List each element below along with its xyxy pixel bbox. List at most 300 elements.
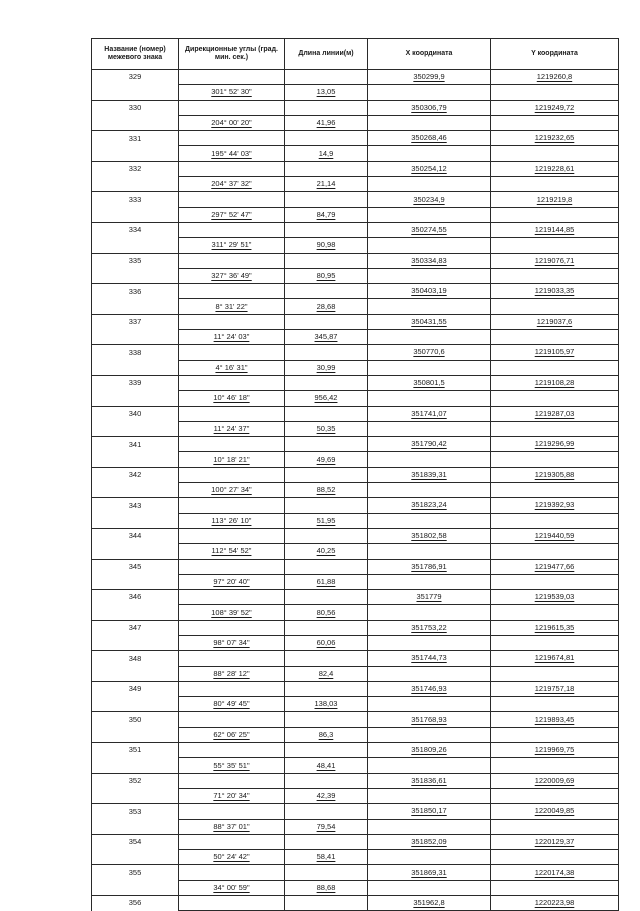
direction-angle: 11° 24' 03" [179,330,285,345]
empty-cell [491,238,619,253]
direction-angle: 71° 20' 34" [179,788,285,803]
header-line-length: Длина линии(м) [285,39,368,70]
line-length: 41,96 [285,115,368,130]
empty-cell [179,100,285,115]
empty-cell [491,880,619,895]
empty-cell [368,360,491,375]
empty-cell [92,574,179,589]
empty-cell [285,896,368,911]
empty-cell [368,544,491,559]
empty-cell [92,850,179,865]
y-coordinate: 1219477,66 [491,559,619,574]
empty-cell [285,620,368,635]
x-coordinate: 350801,5 [368,375,491,390]
y-coordinate: 1219108,28 [491,375,619,390]
y-coordinate: 1219392,93 [491,498,619,513]
direction-angle: 113° 26' 10" [179,513,285,528]
empty-cell [179,192,285,207]
empty-cell [179,375,285,390]
marker-name: 334 [92,222,179,237]
y-coordinate: 1219037,6 [491,314,619,329]
empty-cell [179,222,285,237]
empty-cell [179,314,285,329]
table-row [92,131,619,146]
empty-cell [368,850,491,865]
y-coordinate: 1220174,38 [491,865,619,880]
x-coordinate: 351741,07 [368,406,491,421]
y-coordinate: 1219296,99 [491,437,619,452]
table-row [92,314,619,329]
empty-cell [368,207,491,222]
empty-cell [92,421,179,436]
empty-cell [179,161,285,176]
empty-cell [368,177,491,192]
table-row [92,559,619,574]
y-coordinate: 1219615,35 [491,620,619,635]
empty-cell [285,222,368,237]
y-coordinate: 1219232,65 [491,131,619,146]
y-coordinate: 1219969,75 [491,743,619,758]
empty-cell [491,605,619,620]
empty-cell [285,834,368,849]
y-coordinate: 1220223,98 [491,896,619,911]
y-coordinate: 1219757,18 [491,681,619,696]
x-coordinate: 350234,9 [368,192,491,207]
x-coordinate: 351869,31 [368,865,491,880]
line-length: 80,56 [285,605,368,620]
direction-angle: 204° 37' 32" [179,177,285,192]
table-row [92,253,619,268]
empty-cell [491,635,619,650]
line-length: 138,03 [285,697,368,712]
direction-angle: 311° 29' 51" [179,238,285,253]
empty-cell [285,192,368,207]
table-row [92,850,619,865]
marker-name: 329 [92,70,179,85]
line-length: 90,98 [285,238,368,253]
direction-angle: 10° 18' 21" [179,452,285,467]
empty-cell [491,697,619,712]
marker-name: 355 [92,865,179,880]
empty-cell [285,590,368,605]
marker-name: 345 [92,559,179,574]
direction-angle: 8° 31' 22" [179,299,285,314]
x-coordinate: 351852,09 [368,834,491,849]
empty-cell [368,115,491,130]
empty-cell [179,467,285,482]
empty-cell [491,421,619,436]
empty-cell [368,788,491,803]
table-row [92,880,619,895]
y-coordinate: 1219305,88 [491,467,619,482]
header-x-coordinate: X координата [368,39,491,70]
x-coordinate: 350431,55 [368,314,491,329]
empty-cell [491,574,619,589]
direction-angle: 11° 24' 37" [179,421,285,436]
marker-name: 338 [92,345,179,360]
table-row [92,605,619,620]
line-length: 86,3 [285,727,368,742]
marker-name: 356 [92,896,179,911]
empty-cell [92,819,179,834]
empty-cell [368,605,491,620]
empty-cell [491,391,619,406]
empty-cell [285,375,368,390]
empty-cell [92,330,179,345]
empty-cell [285,467,368,482]
marker-name: 339 [92,375,179,390]
empty-cell [491,452,619,467]
x-coordinate: 351809,26 [368,743,491,758]
empty-cell [491,513,619,528]
table-row [92,100,619,115]
direction-angle: 100° 27' 34" [179,483,285,498]
y-coordinate: 1219539,03 [491,590,619,605]
empty-cell [491,299,619,314]
empty-cell [491,268,619,283]
direction-angle: 98° 07' 34" [179,635,285,650]
empty-cell [179,712,285,727]
x-coordinate: 350299,9 [368,70,491,85]
empty-cell [491,177,619,192]
marker-name: 353 [92,804,179,819]
empty-cell [368,452,491,467]
table-row [92,590,619,605]
empty-cell [491,115,619,130]
empty-cell [92,452,179,467]
table-row [92,268,619,283]
empty-cell [491,360,619,375]
direction-angle: 4° 16' 31" [179,360,285,375]
empty-cell [491,850,619,865]
empty-cell [491,146,619,161]
x-coordinate: 351962,8 [368,896,491,911]
table-row [92,651,619,666]
direction-angle: 97° 20' 40" [179,574,285,589]
table-row [92,238,619,253]
empty-cell [368,299,491,314]
header-direction-angle: Дирекционные углы (град. мин. сек.) [179,39,285,70]
table-row [92,375,619,390]
empty-cell [285,161,368,176]
marker-name: 333 [92,192,179,207]
table-row [92,712,619,727]
line-length: 58,41 [285,850,368,865]
x-coordinate: 351744,73 [368,651,491,666]
empty-cell [368,513,491,528]
empty-cell [368,146,491,161]
y-coordinate: 1219287,03 [491,406,619,421]
y-coordinate: 1219260,8 [491,70,619,85]
y-coordinate: 1220009,69 [491,773,619,788]
x-coordinate: 351850,17 [368,804,491,819]
empty-cell [92,635,179,650]
empty-cell [92,758,179,773]
table-row [92,620,619,635]
empty-cell [179,865,285,880]
line-length: 88,68 [285,880,368,895]
table-header-row [92,39,619,70]
table-row [92,192,619,207]
empty-cell [179,590,285,605]
empty-cell [368,238,491,253]
marker-name: 337 [92,314,179,329]
table-row [92,222,619,237]
empty-cell [285,865,368,880]
empty-cell [92,85,179,100]
table-row [92,498,619,513]
empty-cell [92,268,179,283]
empty-cell [179,804,285,819]
x-coordinate: 350403,19 [368,284,491,299]
line-length: 80,95 [285,268,368,283]
empty-cell [179,834,285,849]
y-coordinate: 1219144,85 [491,222,619,237]
empty-cell [491,483,619,498]
empty-cell [92,697,179,712]
empty-cell [92,544,179,559]
line-length: 21,14 [285,177,368,192]
empty-cell [285,437,368,452]
line-length: 13,05 [285,85,368,100]
table-row [92,391,619,406]
empty-cell [179,681,285,696]
empty-cell [179,253,285,268]
empty-cell [92,177,179,192]
table-row [92,681,619,696]
empty-cell [179,743,285,758]
table-row [92,284,619,299]
coordinate-sheet [91,38,618,911]
empty-cell [285,528,368,543]
y-coordinate: 1219674,81 [491,651,619,666]
direction-angle: 204° 00' 20" [179,115,285,130]
y-coordinate: 1220129,37 [491,834,619,849]
empty-cell [92,146,179,161]
empty-cell [179,131,285,146]
empty-cell [92,483,179,498]
direction-angle: 55° 35' 51" [179,758,285,773]
empty-cell [368,635,491,650]
direction-angle: 10° 46' 18" [179,391,285,406]
empty-cell [491,758,619,773]
empty-cell [285,773,368,788]
x-coordinate: 351779 [368,590,491,605]
header-y-coordinate: Y координата [491,39,619,70]
empty-cell [285,743,368,758]
marker-name: 351 [92,743,179,758]
table-row [92,437,619,452]
direction-angle: 62° 06' 25" [179,727,285,742]
marker-name: 346 [92,590,179,605]
x-coordinate: 351823,24 [368,498,491,513]
x-coordinate: 351786,91 [368,559,491,574]
y-coordinate: 1219893,45 [491,712,619,727]
empty-cell [285,712,368,727]
marker-name: 332 [92,161,179,176]
empty-cell [285,651,368,666]
empty-cell [285,70,368,85]
boundary-coordinates-table [91,38,619,911]
table-row [92,70,619,85]
direction-angle: 301° 52' 30" [179,85,285,100]
x-coordinate: 351790,42 [368,437,491,452]
empty-cell [368,85,491,100]
line-length: 40,25 [285,544,368,559]
empty-cell [92,666,179,681]
table-row [92,727,619,742]
line-length: 49,69 [285,452,368,467]
empty-cell [179,437,285,452]
table-row [92,865,619,880]
empty-cell [491,666,619,681]
x-coordinate: 350334,83 [368,253,491,268]
marker-name: 349 [92,681,179,696]
y-coordinate: 1220049,85 [491,804,619,819]
empty-cell [285,345,368,360]
direction-angle: 297° 52' 47" [179,207,285,222]
table-row [92,743,619,758]
empty-cell [491,788,619,803]
table-row [92,299,619,314]
direction-angle: 88° 28' 12" [179,666,285,681]
empty-cell [92,391,179,406]
table-row [92,574,619,589]
empty-cell [491,819,619,834]
marker-name: 336 [92,284,179,299]
empty-cell [92,360,179,375]
x-coordinate: 350268,46 [368,131,491,146]
empty-cell [179,498,285,513]
empty-cell [179,345,285,360]
y-coordinate: 1219105,97 [491,345,619,360]
marker-name: 342 [92,467,179,482]
empty-cell [368,391,491,406]
empty-cell [368,880,491,895]
table-row [92,758,619,773]
empty-cell [179,406,285,421]
line-length: 30,99 [285,360,368,375]
table-row [92,452,619,467]
empty-cell [179,773,285,788]
table-row [92,773,619,788]
x-coordinate: 350274,55 [368,222,491,237]
empty-cell [285,284,368,299]
empty-cell [179,620,285,635]
x-coordinate: 350306,79 [368,100,491,115]
table-row [92,819,619,834]
empty-cell [491,85,619,100]
empty-cell [285,100,368,115]
empty-cell [285,406,368,421]
table-row [92,834,619,849]
table-row [92,146,619,161]
table-row [92,115,619,130]
empty-cell [179,896,285,911]
empty-cell [92,788,179,803]
marker-name: 352 [92,773,179,788]
empty-cell [92,880,179,895]
table-row [92,330,619,345]
line-length: 48,41 [285,758,368,773]
marker-name: 348 [92,651,179,666]
direction-angle: 195° 44' 03" [179,146,285,161]
empty-cell [285,559,368,574]
table-row [92,896,619,911]
x-coordinate: 351746,93 [368,681,491,696]
empty-cell [179,559,285,574]
line-length: 50,35 [285,421,368,436]
direction-angle: 88° 37' 01" [179,819,285,834]
empty-cell [491,544,619,559]
line-length: 51,95 [285,513,368,528]
line-length: 42,39 [285,788,368,803]
table-row [92,528,619,543]
x-coordinate: 351753,22 [368,620,491,635]
x-coordinate: 350254,12 [368,161,491,176]
table-row [92,483,619,498]
line-length: 82,4 [285,666,368,681]
empty-cell [285,131,368,146]
marker-name: 350 [92,712,179,727]
y-coordinate: 1219219,8 [491,192,619,207]
marker-name: 340 [92,406,179,421]
marker-name: 343 [92,498,179,513]
marker-name: 330 [92,100,179,115]
table-row [92,513,619,528]
empty-cell [368,268,491,283]
marker-name: 341 [92,437,179,452]
table-row [92,635,619,650]
empty-cell [285,681,368,696]
empty-cell [368,697,491,712]
empty-cell [285,498,368,513]
x-coordinate: 351836,61 [368,773,491,788]
y-coordinate: 1219249,72 [491,100,619,115]
line-length: 61,88 [285,574,368,589]
table-body [92,70,619,911]
marker-name: 347 [92,620,179,635]
line-length: 14,9 [285,146,368,161]
table-row [92,421,619,436]
empty-cell [285,314,368,329]
table-row [92,85,619,100]
y-coordinate: 1219033,35 [491,284,619,299]
line-length: 84,79 [285,207,368,222]
x-coordinate: 350770,6 [368,345,491,360]
empty-cell [368,421,491,436]
table-row [92,697,619,712]
table-row [92,804,619,819]
direction-angle: 80° 49' 45" [179,697,285,712]
empty-cell [92,299,179,314]
empty-cell [179,528,285,543]
empty-cell [285,804,368,819]
table-row [92,360,619,375]
line-length: 28,68 [285,299,368,314]
x-coordinate: 351802,58 [368,528,491,543]
table-row [92,161,619,176]
empty-cell [92,513,179,528]
line-length: 79,54 [285,819,368,834]
empty-cell [179,70,285,85]
direction-angle: 108° 39' 52" [179,605,285,620]
marker-name: 344 [92,528,179,543]
marker-name: 331 [92,131,179,146]
empty-cell [491,727,619,742]
empty-cell [92,238,179,253]
empty-cell [368,727,491,742]
